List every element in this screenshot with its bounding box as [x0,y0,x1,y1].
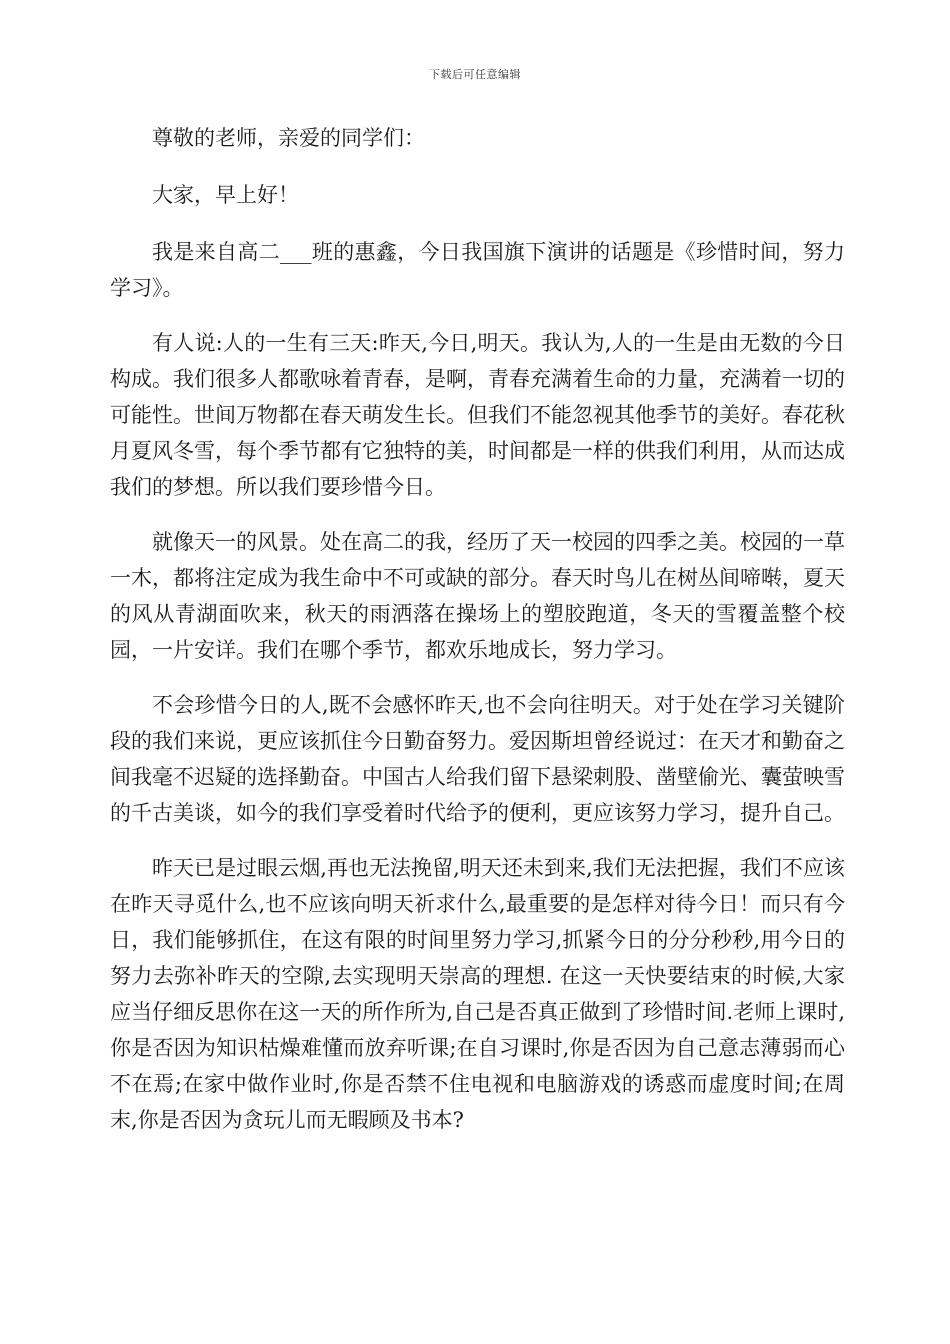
speech-body [110,120,845,1157]
greeting: 大家，早上好！ [152,183,299,207]
paragraph-reflection: 昨天已是过眼云烟,再也无法挽留,明天还未到来,我们无法把握，我们不应该在昨天寻觅什么,也不应该向明天祈求什么,最重要的是怎样对待今日！而只有今日，我们能够抓住，在这有限的时间里努力学习,抓紧今日的分分秒秒,用今日的努力去弥补昨天的空隙,去实现明天崇高的理想. 在这一天快要结束的时候,大家应当仔细反思你在这一天的所作所为,自己是否真正做到了珍惜时间.老师上课时,你是否因为知识枯燥难懂而放弃听课;在自习课时,你是否因为自己意志薄弱而心不在焉;在家中做作业时,你是否禁不住电视和电脑游戏的诱惑而虚度时间;在周末,你是否因为贪玩儿而无暇顾及书本? [110,856,845,1132]
paragraph-diligence: 不会珍惜今日的人,既不会感怀昨天,也不会向往明天。对于处在学习关键阶段的我们来说，更应该抓住今日勤奋努力。爱因斯坦曾经说过：在天才和勤奋之间我毫不迟疑的选择勤奋。中国古人给我们留下悬梁刺股、凿壁偷光、囊萤映雪的千古美谈，如今的我们享受着时代给予的便利，更应该努力学习，提升自己。 [110,693,845,825]
paragraph-three-days: 有人说:人的一生有三天:昨天,今日,明天。我认为,人的一生是由无数的今日构成。我们很多人都歌咏着青春，是啊，青春充满着生命的力量，充满着一切的可能性。世间万物都在春天萌发生长。但我们不能忽视其他季节的美好。春花秋月夏风冬雪，每个季节都有它独特的美，时间都是一样的供我们利用，从而达成我们的梦想。所以我们要珍惜今日。 [110,331,845,499]
paragraph-campus-scenery: 就像天一的风景。处在高二的我，经历了天一校园的四季之美。校园的一草一木，都将注定成为我生命中不可或缺的部分。春天时鸟儿在树丛间啼啭，夏天的风从青湖面吹来，秋天的雨洒落在操场上的塑胶跑道，冬天的雪覆盖整个校园，一片安详。我们在哪个季节，都欢乐地成长，努力学习。 [110,530,845,662]
page-header-note: 下载后可任意编辑 [429,68,521,81]
salutation: 尊敬的老师，亲爱的同学们： [152,126,425,150]
paragraph-intro: 我是来自高二___班的惠鑫，今日我国旗下演讲的话题是《珍惜时间，努力学习》。 [110,240,845,300]
